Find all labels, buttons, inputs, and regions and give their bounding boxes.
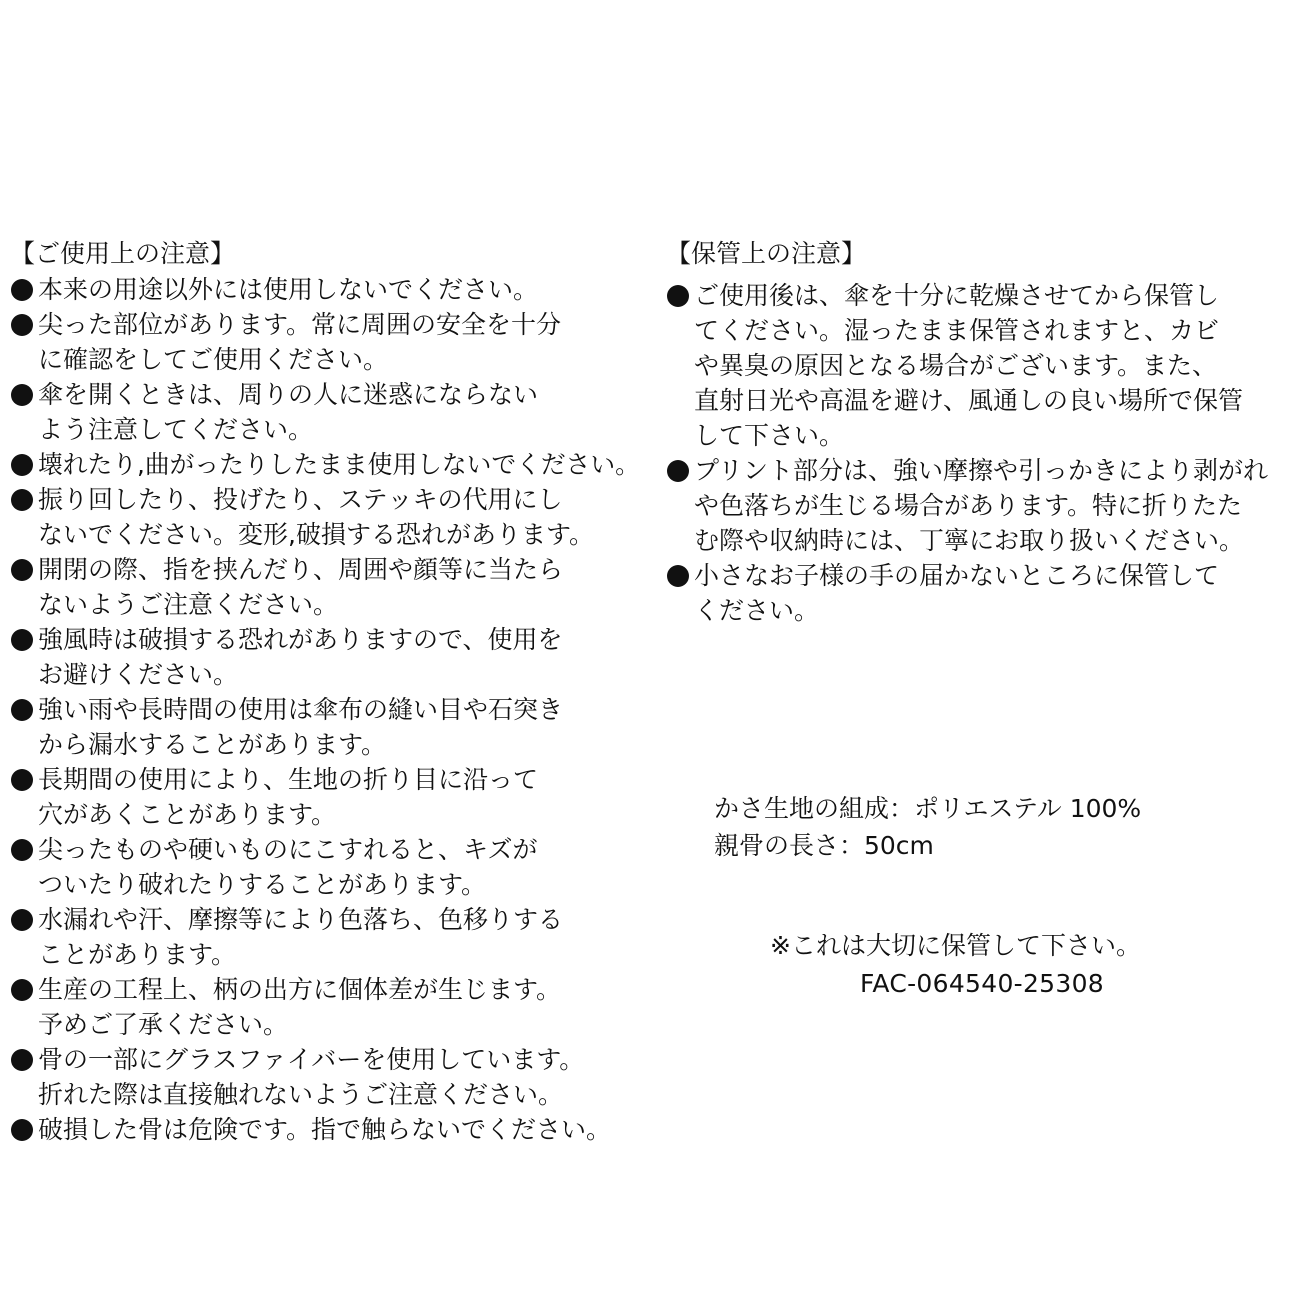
bullet-icon: [10, 377, 38, 412]
precaution-item: [10, 482, 640, 552]
bullet-icon: [10, 902, 38, 937]
precaution-item: [10, 447, 640, 482]
product-code: FAC-064540-25308: [860, 969, 1105, 998]
precaution-line: 本来の用途以外には使用しないでください。: [38, 275, 539, 304]
precaution-line: や色落ちが生じる場合があります。特に折りたた: [694, 491, 1243, 520]
precaution-line: ご使用後は、傘を十分に乾燥させてから保管し: [694, 281, 1220, 310]
usage-precautions-section: [10, 236, 640, 1147]
precaution-line: 強風時は破損する恐れがありますので、使用を: [38, 625, 563, 654]
bullet-icon: [10, 482, 38, 517]
precaution-line: 強い雨や長時間の使用は傘布の縫い目や石突き: [38, 695, 564, 724]
precaution-text: [38, 482, 640, 552]
bullet-icon: [10, 272, 38, 307]
precaution-line: 予めご了承ください。: [38, 1010, 289, 1039]
precaution-line: して下さい。: [694, 421, 845, 450]
precaution-text: [38, 377, 640, 447]
bullet-icon: [10, 307, 38, 342]
bullet-icon: [666, 278, 694, 313]
precaution-item: [10, 972, 640, 1042]
precaution-line: ことがあります。: [38, 940, 237, 969]
precaution-item: [10, 692, 640, 762]
precaution-line: 傘を開くときは、周りの人に迷惑にならない: [38, 380, 539, 409]
precaution-item: [666, 278, 1298, 453]
precaution-line: 穴があくことがあります。: [38, 800, 337, 829]
precaution-text: [38, 552, 640, 622]
bullet-icon: [10, 692, 38, 727]
bullet-icon: [10, 622, 38, 657]
precaution-text: [38, 622, 640, 692]
precaution-line: ください。: [694, 596, 820, 625]
precaution-line: 骨の一部にグラスファイバーを使用しています。: [38, 1045, 585, 1074]
precaution-line: 小さなお子様の手の届かないところに保管して: [694, 561, 1220, 590]
product-spec: [714, 790, 1141, 864]
precaution-text: [38, 1112, 640, 1147]
precaution-item: [10, 307, 640, 377]
fabric-composition: かさ生地の組成：ポリエステル 100%: [714, 794, 1142, 823]
precaution-line: 壊れたり,曲がったりしたまま使用しないでください。: [38, 450, 640, 479]
precaution-line: よう注意してください。: [38, 415, 314, 444]
precaution-line: ないでください。変形,破損する恐れがあります。: [38, 520, 594, 549]
precaution-line: ついたり破れたりすることがあります。: [38, 870, 487, 899]
precaution-text: [38, 447, 640, 482]
precaution-item: [10, 1042, 640, 1112]
usage-precautions-list: [10, 272, 640, 1147]
bullet-icon: [666, 453, 694, 488]
precaution-text: [38, 1042, 640, 1112]
precaution-text: [38, 307, 640, 377]
precaution-line: む際や収納時には、丁寧にお取り扱いください。: [694, 526, 1245, 555]
rib-length: 親骨の長さ：50cm: [714, 831, 934, 860]
precaution-item: [666, 558, 1298, 628]
precaution-text: [38, 692, 640, 762]
precaution-line: に確認をしてご使用ください。: [38, 345, 389, 374]
precaution-line: 長期間の使用により、生地の折り目に沿って: [38, 765, 539, 794]
precaution-text: [38, 832, 640, 902]
precaution-text: [38, 902, 640, 972]
storage-precautions-heading: 【保管上の注意】: [666, 239, 867, 268]
precaution-text: [694, 278, 1298, 453]
precaution-line: 直射日光や高温を避け、風通しの良い場所で保管: [694, 386, 1244, 415]
bullet-icon: [10, 972, 38, 1007]
bullet-icon: [10, 1042, 38, 1077]
precaution-text: [694, 453, 1298, 558]
precaution-line: 折れた際は直接触れないようご注意ください。: [38, 1080, 564, 1109]
precaution-line: 尖った部位があります。常に周囲の安全を十分: [38, 310, 562, 339]
precaution-line: 破損した骨は危険です。指で触らないでください。: [38, 1115, 612, 1144]
precaution-text: [38, 762, 640, 832]
bullet-icon: [10, 832, 38, 867]
precaution-line: プリント部分は、強い摩擦や引っかきにより剥がれ: [694, 456, 1269, 485]
precaution-item: [10, 377, 640, 447]
precaution-item: [10, 832, 640, 902]
precaution-item: [10, 762, 640, 832]
precaution-line: 生産の工程上、柄の出方に個体差が生じます。: [38, 975, 562, 1004]
precaution-line: てください。湿ったまま保管されますと、カビ: [694, 316, 1220, 345]
precaution-text: [38, 272, 640, 307]
precaution-item: [666, 453, 1298, 558]
precaution-item: [10, 272, 640, 307]
bullet-icon: [10, 762, 38, 797]
precaution-line: 開閉の際、指を挟んだり、周囲や顔等に当たら: [38, 555, 564, 584]
precaution-item: [10, 552, 640, 622]
precaution-line: 水漏れや汗、摩擦等により色落ち、色移りする: [38, 905, 564, 934]
bullet-icon: [666, 558, 694, 593]
precaution-line: から漏水することがあります。: [38, 730, 387, 759]
precaution-item: [10, 1112, 640, 1147]
bullet-icon: [10, 447, 38, 482]
precaution-line: 尖ったものや硬いものにこすれると、キズが: [38, 835, 538, 864]
storage-precautions-list: [666, 278, 1298, 628]
precaution-item: [10, 622, 640, 692]
storage-precautions-section: [666, 236, 1298, 628]
precaution-text: [694, 558, 1298, 628]
bullet-icon: [10, 1112, 38, 1147]
usage-precautions-heading: 【ご使用上の注意】: [10, 239, 236, 268]
bullet-icon: [10, 552, 38, 587]
precaution-text: [38, 972, 640, 1042]
precaution-line: ないようご注意ください。: [38, 590, 339, 619]
precaution-line: お避けください。: [38, 660, 239, 689]
precaution-line: や異臭の原因となる場合がございます。また、: [694, 351, 1218, 380]
precaution-item: [10, 902, 640, 972]
precaution-line: 振り回したり、投げたり、ステッキの代用にし: [38, 485, 563, 514]
keep-notice: ※これは大切に保管して下さい。: [770, 931, 1141, 960]
